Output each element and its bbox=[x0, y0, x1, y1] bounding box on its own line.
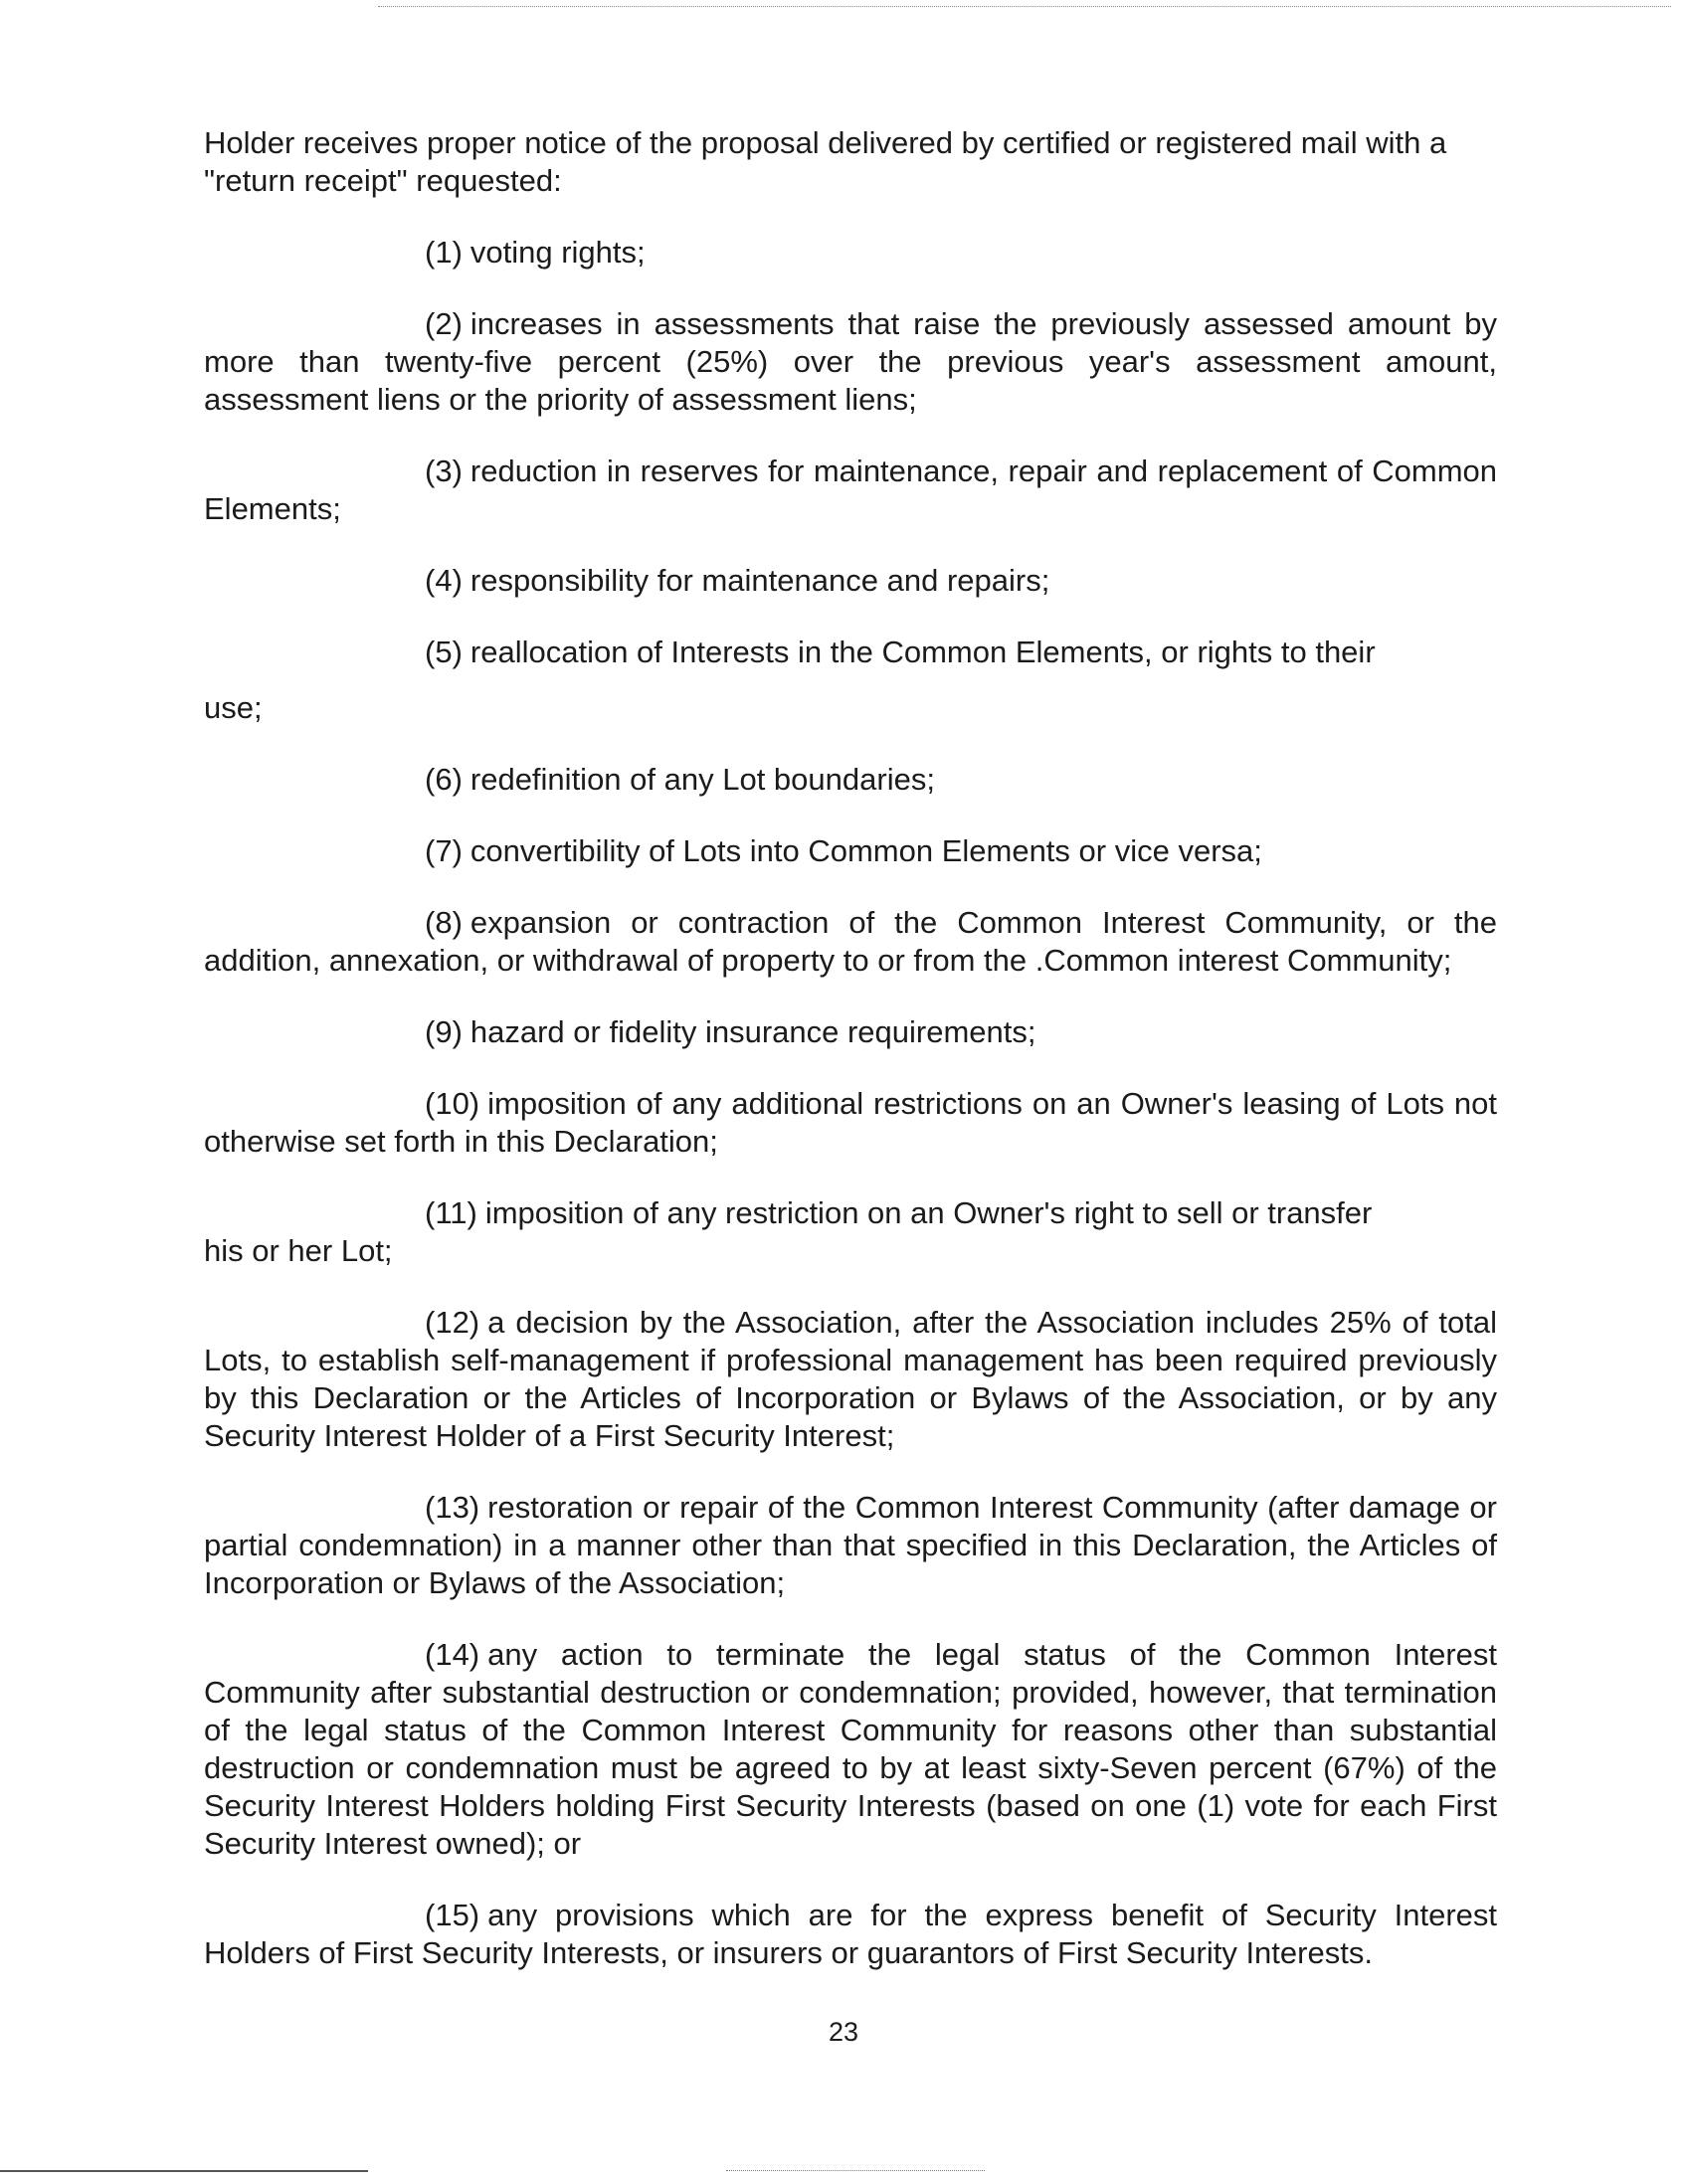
item-text: imposition of any additional restrictions on an Owner's leasing of Lots not otherwise set forth in this Declaration; bbox=[204, 1086, 1497, 1159]
item-trailing-text: use; bbox=[204, 690, 263, 725]
item-number: (3) bbox=[425, 454, 463, 488]
scan-artifact-bottom-right bbox=[726, 2170, 985, 2171]
document-body bbox=[204, 124, 1497, 2006]
scan-artifact-bottom-left bbox=[0, 2170, 368, 2172]
list-item-10 bbox=[204, 1085, 1497, 1161]
item-text: a decision by the Association, after the Association includes 25% of total Lots, to establish self-management if professional management has been required previously by this Declaration or the Articles of Incorporation or Bylaws of the Association, or by any Security Interest Holder of a First Security Interest; bbox=[204, 1305, 1497, 1453]
item-text: increases in assessments that raise the previously assessed amount by more than twenty-five percent (25%) over the previous year's assessment amount, assessment liens or the priority of assessment liens; bbox=[204, 306, 1497, 417]
list-item-9 bbox=[204, 1013, 1497, 1051]
item-text: voting rights; bbox=[469, 235, 646, 270]
item-number: (4) bbox=[425, 563, 463, 598]
item-number: (1) bbox=[425, 235, 463, 270]
list-item-3 bbox=[204, 453, 1497, 528]
item-text: reduction in reserves for maintenance, repair and replacement of Common Elements; bbox=[204, 454, 1497, 526]
item-number: (14) bbox=[425, 1637, 480, 1672]
item-text: convertibility of Lots into Common Elements or vice versa; bbox=[469, 833, 1262, 868]
list-item-8 bbox=[204, 904, 1497, 980]
item-number: (12) bbox=[425, 1305, 480, 1340]
list-item-6 bbox=[204, 761, 1497, 799]
item-number: (9) bbox=[425, 1014, 463, 1049]
list-item-2 bbox=[204, 305, 1497, 419]
list-item-11 bbox=[204, 1194, 1497, 1270]
list-item-7 bbox=[204, 832, 1497, 870]
item-number: (6) bbox=[425, 762, 463, 797]
item-trailing-text: his or her Lot; bbox=[204, 1233, 393, 1268]
list-item-5 bbox=[204, 634, 1497, 727]
item-text: restoration or repair of the Common Interest Community (after damage or partial condemnation) in a manner other than that specified in this Declaration, the Articles of Incorporation or Bylaws of the Association; bbox=[204, 1490, 1497, 1600]
list-item-1 bbox=[204, 234, 1497, 272]
item-number: (10) bbox=[425, 1086, 480, 1121]
item-text: any provisions which are for the express benefit of Security Interest Holders of First Security Interests, or insurers or guarantors of First Security Interests. bbox=[204, 1898, 1497, 1970]
item-number: (13) bbox=[425, 1490, 480, 1525]
item-text: reallocation of Interests in the Common Elements, or rights to their bbox=[469, 635, 1376, 669]
item-text: redefinition of any Lot boundaries; bbox=[469, 762, 935, 797]
list-item-12 bbox=[204, 1304, 1497, 1455]
intro-paragraph: Holder receives proper notice of the proposal delivered by certified or registered mail with a "return receipt" requested: bbox=[204, 125, 1447, 198]
item-text: imposition of any restriction on an Owner's right to sell or transfer bbox=[484, 1195, 1373, 1230]
list-item-13 bbox=[204, 1489, 1497, 1602]
list-item-15 bbox=[204, 1897, 1497, 1972]
item-number: (8) bbox=[425, 905, 463, 940]
item-number: (2) bbox=[425, 306, 463, 341]
item-text: responsibility for maintenance and repairs; bbox=[469, 563, 1050, 598]
page-number: 23 bbox=[828, 2017, 859, 2047]
scan-artifact-top bbox=[378, 6, 1671, 11]
item-number: (15) bbox=[425, 1898, 480, 1932]
item-text: hazard or fidelity insurance requirements; bbox=[469, 1014, 1036, 1049]
item-text: expansion or contraction of the Common Interest Community, or the addition, annexation, or withdrawal of property to or from the .Common interest Community; bbox=[204, 905, 1497, 978]
item-text: any action to terminate the legal status of the Common Interest Community after substantial destruction or condemnation; provided, however, that termination of the legal status of the Common Interest Community for reasons other than substantial destruction or condemnation must be agreed to by at least sixty-Seven percent (67%) of the Security Interest Holders holding First Security Interests (based on one (1) vote for each First Security Interest owned); or bbox=[204, 1637, 1497, 1861]
list-item-14 bbox=[204, 1636, 1497, 1863]
item-number: (7) bbox=[425, 833, 463, 868]
item-number: (5) bbox=[425, 635, 463, 669]
item-number: (11) bbox=[425, 1195, 477, 1230]
list-item-4 bbox=[204, 562, 1497, 600]
